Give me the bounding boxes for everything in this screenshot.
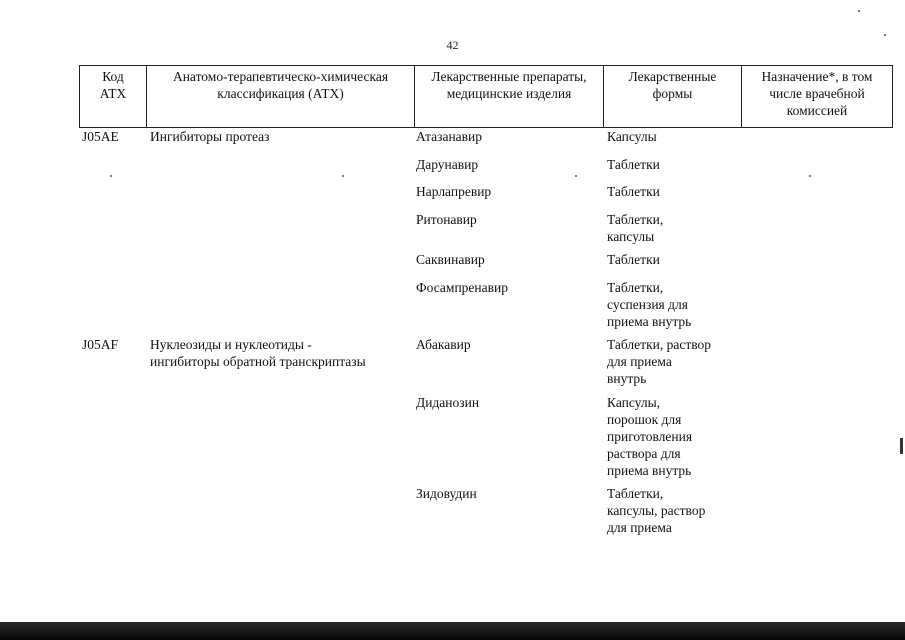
- drug-name: Фосампренавир: [416, 280, 508, 295]
- header-purpose: [742, 66, 893, 128]
- drug-form: Таблетки, капсулы: [607, 212, 664, 244]
- drug-form: Таблетки: [607, 252, 660, 267]
- drug-form: Таблетки, суспензия для приема внутрь: [607, 280, 692, 329]
- header-forms-label: Лекарственные формы: [628, 69, 717, 101]
- drug-form: Таблетки: [607, 184, 660, 199]
- header-purpose-label: Назначение*, в том числе врачебной комиссией: [761, 69, 873, 118]
- page-number: 42: [446, 38, 459, 52]
- drug-name: Ритонавир: [416, 212, 477, 227]
- atc-code: J05AE: [82, 129, 119, 144]
- drug-name: Зидовудин: [416, 486, 477, 501]
- drug-form: Таблетки: [607, 157, 660, 172]
- header-drugs: [415, 66, 604, 128]
- drug-name: Атазанавир: [416, 129, 483, 144]
- atc-code: J05AF: [82, 337, 119, 352]
- header-code: [80, 66, 147, 128]
- header-drugs-label: Лекарственные препараты, медицинские изделия: [431, 69, 587, 101]
- scan-edge-mark: [900, 438, 903, 454]
- drug-form: Капсулы: [607, 129, 657, 144]
- table-header: [79, 65, 893, 128]
- scan-speck: [858, 10, 860, 12]
- scan-speck: [884, 34, 886, 36]
- scan-speck: [110, 175, 112, 177]
- drug-name: Саквинавир: [416, 252, 485, 267]
- atc-classification: Нуклеозиды и нуклеотиды - ингибиторы обратной транскриптазы: [150, 337, 366, 369]
- header-classification: [147, 66, 415, 128]
- scan-speck: [809, 175, 811, 177]
- drug-name: Абакавир: [416, 337, 471, 352]
- drug-name: Дарунавир: [416, 157, 479, 172]
- drug-name: Нарлапревир: [416, 184, 492, 199]
- header-classification-label: Анатомо-терапевтическо-химическая классификация (АТХ): [172, 69, 389, 101]
- header-code-label: Код АТХ: [99, 69, 127, 101]
- drug-name: Диданозин: [416, 395, 480, 410]
- scan-speck: [342, 175, 344, 177]
- atc-classification: Ингибиторы протеаз: [150, 129, 270, 144]
- scan-speck: [575, 175, 577, 177]
- drug-form: Таблетки, капсулы, раствор для приема: [607, 486, 706, 535]
- drug-form: Таблетки, раствор для приема внутрь: [607, 337, 712, 386]
- scan-border: [0, 622, 905, 640]
- header-forms: [604, 66, 742, 128]
- drug-form: Капсулы, порошок для приготовления раствора для приема внутрь: [607, 395, 693, 478]
